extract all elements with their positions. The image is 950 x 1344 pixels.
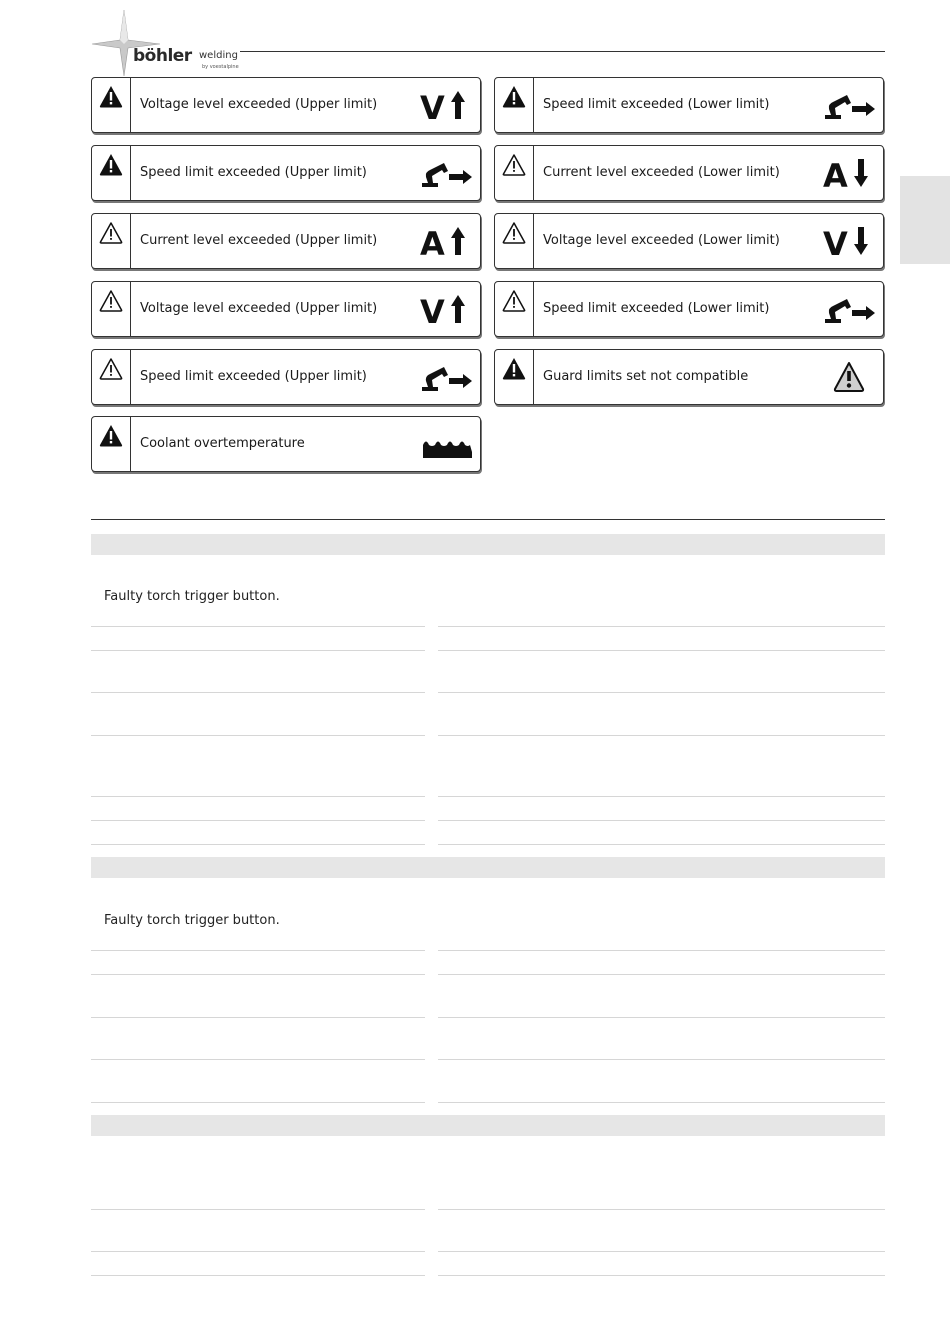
header-rule [240, 51, 885, 52]
alarm-label: Current level exceeded (Upper limit) [140, 233, 378, 248]
alarm-card [91, 349, 481, 405]
section-header-band [91, 534, 885, 555]
row-divider [438, 844, 885, 845]
alarm-label: Coolant overtemperature [140, 436, 305, 451]
robot-speed-icon [418, 360, 474, 394]
filled-warning-icon [99, 153, 123, 177]
brand-tagline: by voestalpine [202, 64, 239, 70]
robot-speed-icon [821, 292, 877, 326]
outline-warning-icon [99, 357, 123, 381]
row-divider [91, 820, 425, 821]
alarm-card [494, 145, 884, 201]
cause-text: Faulty torch trigger button. [104, 913, 280, 928]
row-divider [91, 796, 425, 797]
row-divider [438, 1275, 885, 1276]
row-divider [91, 626, 425, 627]
row-divider [91, 650, 425, 651]
row-divider [438, 1059, 885, 1060]
row-divider [438, 1251, 885, 1252]
bohler-welding-logo [90, 8, 250, 76]
row-divider [438, 650, 885, 651]
star-logo-icon [90, 8, 160, 78]
section-header-band [91, 857, 885, 878]
alarm-label: Guard limits set not compatible [543, 369, 749, 384]
row-divider [91, 844, 425, 845]
alarm-label: Voltage level exceeded (Lower limit) [543, 233, 780, 248]
alarm-card [494, 77, 884, 133]
row-divider [91, 735, 425, 736]
voltage-down-icon [821, 224, 877, 258]
alarm-card [494, 281, 884, 337]
alarm-label: Voltage level exceeded (Upper limit) [140, 301, 378, 316]
alarm-card [91, 213, 481, 269]
brand-product: welding [199, 50, 238, 61]
row-divider [91, 1209, 425, 1210]
voltage-up-icon [418, 292, 474, 326]
alarm-card [494, 213, 884, 269]
svg-text:V: V [823, 225, 848, 258]
brand-name: böhler [133, 46, 192, 66]
row-divider [438, 735, 885, 736]
alarm-label: Speed limit exceeded (Lower limit) [543, 97, 770, 112]
svg-text:V: V [420, 89, 445, 122]
alarm-card [91, 281, 481, 337]
row-divider [438, 974, 885, 975]
outline-warning-icon [99, 289, 123, 313]
section-rule [91, 519, 885, 520]
alarm-label: Speed limit exceeded (Lower limit) [543, 301, 770, 316]
alarm-card [494, 349, 884, 405]
alarm-label: Voltage level exceeded (Upper limit) [140, 97, 378, 112]
row-divider [438, 1209, 885, 1210]
row-divider [91, 1059, 425, 1060]
row-divider [91, 1251, 425, 1252]
outline-warning-icon [99, 221, 123, 245]
alarm-label: Speed limit exceeded (Upper limit) [140, 369, 367, 384]
svg-text:A: A [420, 225, 445, 258]
filled-warning-icon [502, 357, 526, 381]
row-divider [438, 796, 885, 797]
cause-text: Faulty torch trigger button. [104, 589, 280, 604]
outline-warning-icon [502, 153, 526, 177]
filled-warning-icon [99, 424, 123, 448]
voltage-up-icon [418, 88, 474, 122]
row-divider [91, 692, 425, 693]
row-divider [91, 1102, 425, 1103]
outline-warning-icon [502, 221, 526, 245]
chapter-side-tab [900, 176, 950, 264]
row-divider [438, 820, 885, 821]
alarm-card [91, 145, 481, 201]
outline-warning-icon [502, 289, 526, 313]
row-divider [438, 626, 885, 627]
alarm-label: Speed limit exceeded (Upper limit) [140, 165, 367, 180]
robot-speed-icon [821, 88, 877, 122]
row-divider [91, 1275, 425, 1276]
row-divider [438, 692, 885, 693]
row-divider [91, 974, 425, 975]
guard-warning-icon [821, 360, 877, 394]
row-divider [91, 950, 425, 951]
current-up-icon [418, 224, 474, 258]
alarm-label: Current level exceeded (Lower limit) [543, 165, 780, 180]
row-divider [438, 950, 885, 951]
alarm-card [91, 77, 481, 133]
svg-text:A: A [823, 157, 848, 190]
filled-warning-icon [502, 85, 526, 109]
alarm-card [91, 416, 481, 472]
row-divider [438, 1102, 885, 1103]
row-divider [438, 1017, 885, 1018]
robot-speed-icon [418, 156, 474, 190]
filled-warning-icon [99, 85, 123, 109]
current-down-icon [821, 156, 877, 190]
row-divider [91, 1017, 425, 1018]
section-header-band [91, 1115, 885, 1136]
coolant-temperature-icon [418, 427, 474, 461]
svg-text:V: V [420, 293, 445, 326]
